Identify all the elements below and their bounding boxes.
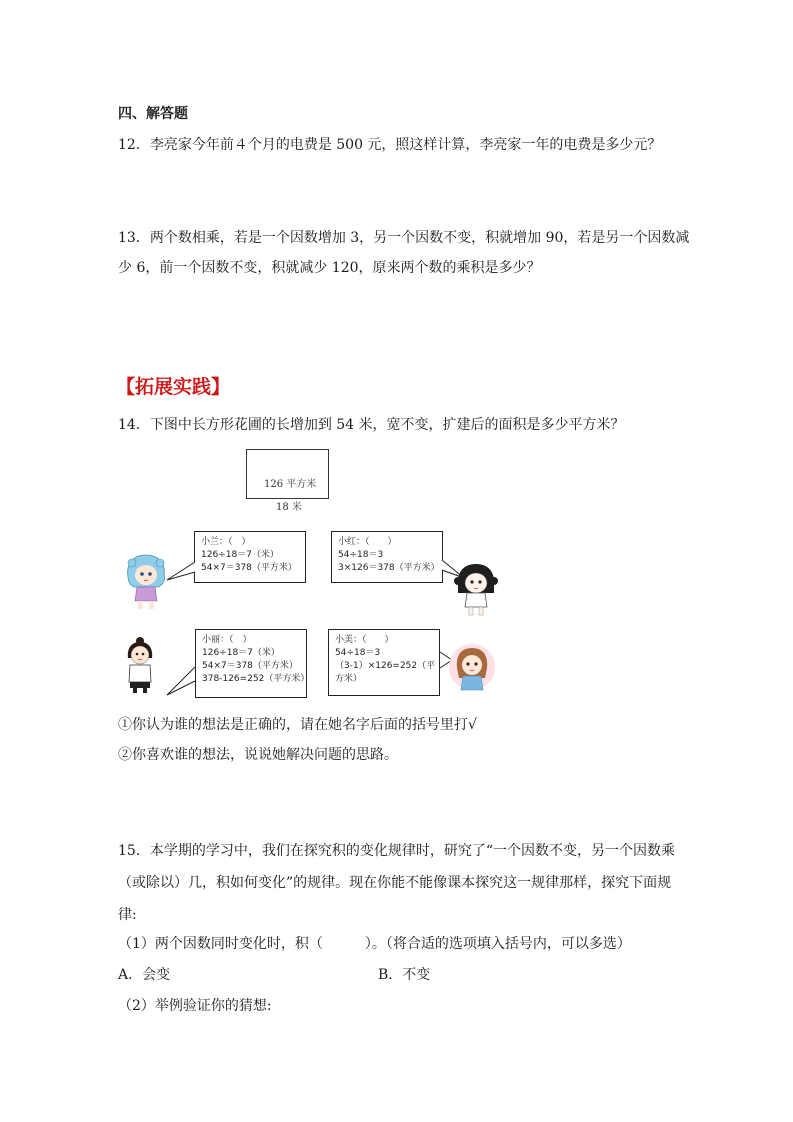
speech-bubble-xiaolan [194,531,306,583]
bubble-line: 54÷18＝3 [335,648,381,658]
speech-bubble-xiaomei [328,629,440,696]
bubble-tail [166,665,198,697]
bubble-line: 方米） [335,674,363,684]
question-12: 12．李亮家今年前４个月的电费是 500 元，照这样计算，李亮家一年的电费是多少元？ [118,137,662,153]
girl-brown-hair-illustration [447,642,497,692]
question-14-sub-2: ②你喜欢谁的想法，说说她解决问题的思路。 [118,747,398,763]
girl-blue-hair-illustration [124,553,168,611]
question-15-line-3: 律: [118,907,137,923]
bubble-tail [166,560,198,582]
option-a: A．会变 [118,967,171,983]
speech-bubble-xiaohong [331,531,443,583]
section-heading: 四、解答题 [118,106,188,122]
question-15-line-1: 15．本学期的学习中，我们在探究积的变化规律时，研究了“一个因数不变，另一个因数乘 [118,843,675,859]
girl-black-hair-illustration [452,561,500,617]
bubble-line: 378-126=252（平方米） [202,674,310,684]
bubble-line: 126÷18＝7（米） [201,550,279,560]
extension-heading: 【拓展实践】 [116,376,231,398]
bubble-line: 54÷18＝3 [338,550,384,560]
garden-rectangle [246,449,329,499]
option-b: B．不变 [378,967,431,983]
bubble-name: 小丽：（ ） [202,635,252,645]
question-14: 14．下图中长方形花圃的长增加到 54 米，宽不变，扩建后的面积是多少平方米？ [118,417,625,433]
girl-bun-hair-illustration [124,636,156,694]
question-15-line-2: （或除以）几，积如何变化”的规律。现在你能不能像课本探究这一规律那样，探究下面规 [118,875,672,891]
speech-bubble-xiaoli [195,629,310,698]
question-14-sub-1: ①你认为谁的想法是正确的，请在她名字后面的括号里打√ [118,717,477,733]
bubble-line: （3-1）×126=252（平 [335,661,436,671]
bubble-name: 小兰：（ ） [201,537,251,547]
question-13-line-2: 少 6，前一个因数不变，积就减少 120，原来两个数的乘积是多少？ [118,260,541,276]
area-label: 126 平方米 [264,479,317,490]
question-13-line-1: 13．两个数相乘，若是一个因数增加 3，另一个因数不变，积就增加 90，若是另一个因数减 [118,230,690,246]
length-label: 18 米 [276,502,302,513]
bubble-line: 3×126＝378（平方米） [338,563,440,573]
bubble-line: 54×7＝378（平方米） [202,661,298,671]
question-15-part-2: （2）举例验证你的猜想: [118,998,272,1014]
bubble-name: 小红：（ ） [338,537,397,547]
bubble-name: 小美：（ ） [335,635,394,645]
bubble-line: 126÷18＝7（米） [202,648,280,658]
question-15-part-1: （1）两个因数同时变化时，积（ ）。（将合适的选项填入括号内，可以多选） [118,936,631,952]
bubble-line: 54×7＝378（平方米） [201,563,297,573]
